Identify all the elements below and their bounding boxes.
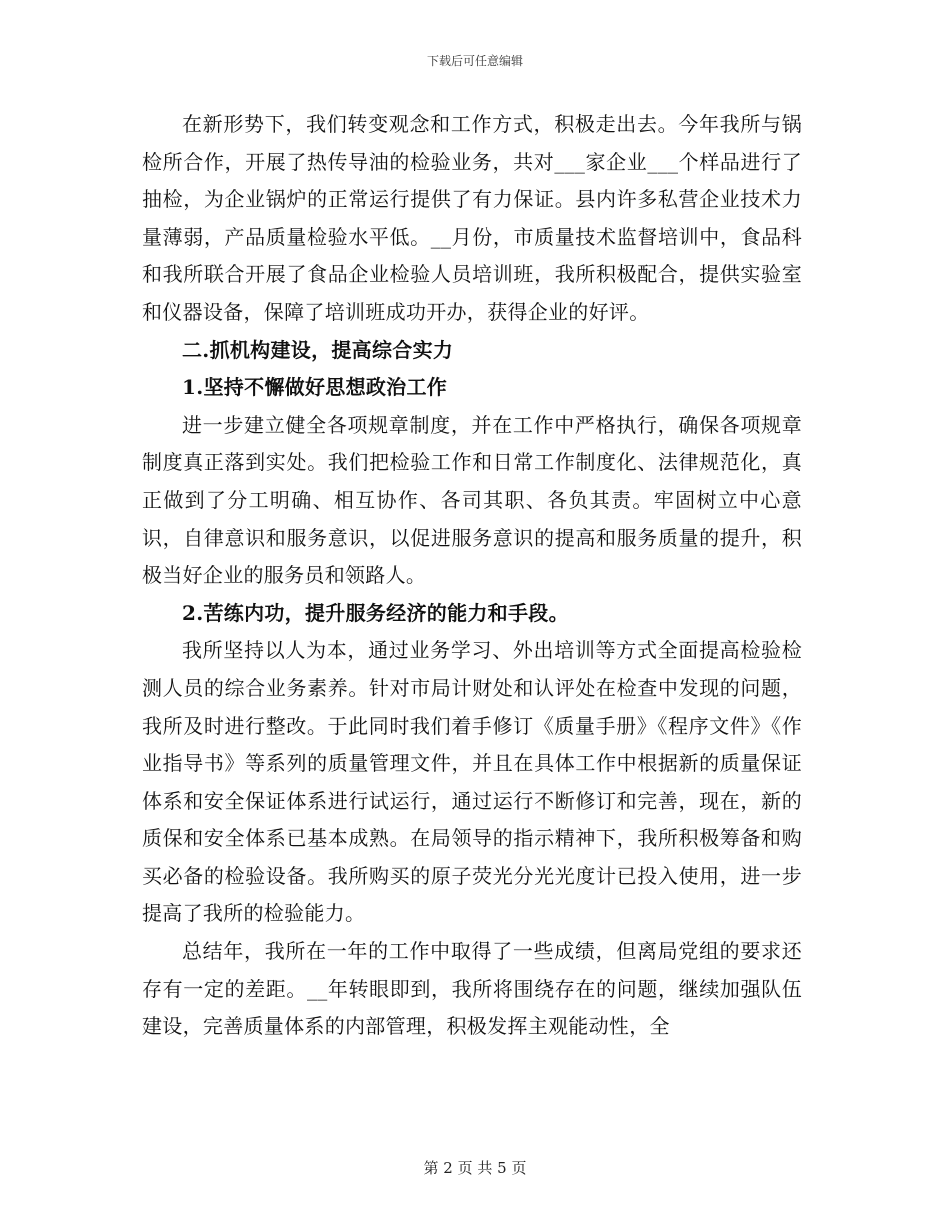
paragraph-summary: 总结年，我所在一年的工作中取得了一些成绩，但离局党组的要求还存有一定的差距。__年转眼即到，我所将围绕存在的问题，继续加强队伍建设，完善质量体系的内部管理，积极发挥主观能动性，全	[142, 939, 802, 1039]
paragraph-outreach: 在新形势下，我们转变观念和工作方式，积极走出去。今年我所与锅检所合作，开展了热传导油的检验业务，共对___家企业___个样品进行了抽检，为企业锅炉的正常运行提供了有力保证。县内许多私营企业技术力量薄弱，产品质量检验水平低。__月份，市质量技术监督培训中，食品科和我所联合开展了食品企业检验人员培训班，我所积极配合，提供实验室和仪器设备，保障了培训班成功开办，获得企业的好评。	[142, 112, 802, 324]
section-heading-organization: 二.抓机构建设，提高综合实力	[182, 337, 454, 362]
paragraph-regulations: 进一步建立健全各项规章制度，并在工作中严格执行，确保各项规章制度真正落到实处。我们把检验工作和日常工作制度化、法律规范化，真正做到了分工明确、相互协作、各司其职、各负其责。牢固树立中心意识，自律意识和服务意识，以促进服务意识的提高和服务质量的提升，积极当好企业的服务员和领路人。	[142, 412, 802, 588]
paragraph-training-quality: 我所坚持以人为本，通过业务学习、外出培训等方式全面提高检验检测人员的综合业务素养。针对市局计财处和认评处在检查中发现的问题，我所及时进行整改。于此同时我们着手修订《质量手册》《程序文件》《作业指导书》等系列的质量管理文件，并且在具体工作中根据新的质量保证体系和安全保证体系进行试运行，通过运行不断修订和完善，现在，新的质保和安全体系已基本成熟。在局领导的指示精神下，我所积极筹备和购买必备的检验设备。我所购买的原子荧光分光光度计已投入使用，进一步提高了我所的检验能力。	[142, 638, 802, 926]
subheading-political-work: 1.坚持不懈做好思想政治工作	[182, 375, 448, 400]
page-header-note: 下载后可任意编辑	[426, 54, 523, 68]
page-number: 第 2 页 共 5 页	[423, 1159, 527, 1177]
subheading-internal-skills: 2.苦练内功，提升服务经济的能力和手段。	[182, 600, 569, 625]
document-body	[142, 106, 802, 1046]
